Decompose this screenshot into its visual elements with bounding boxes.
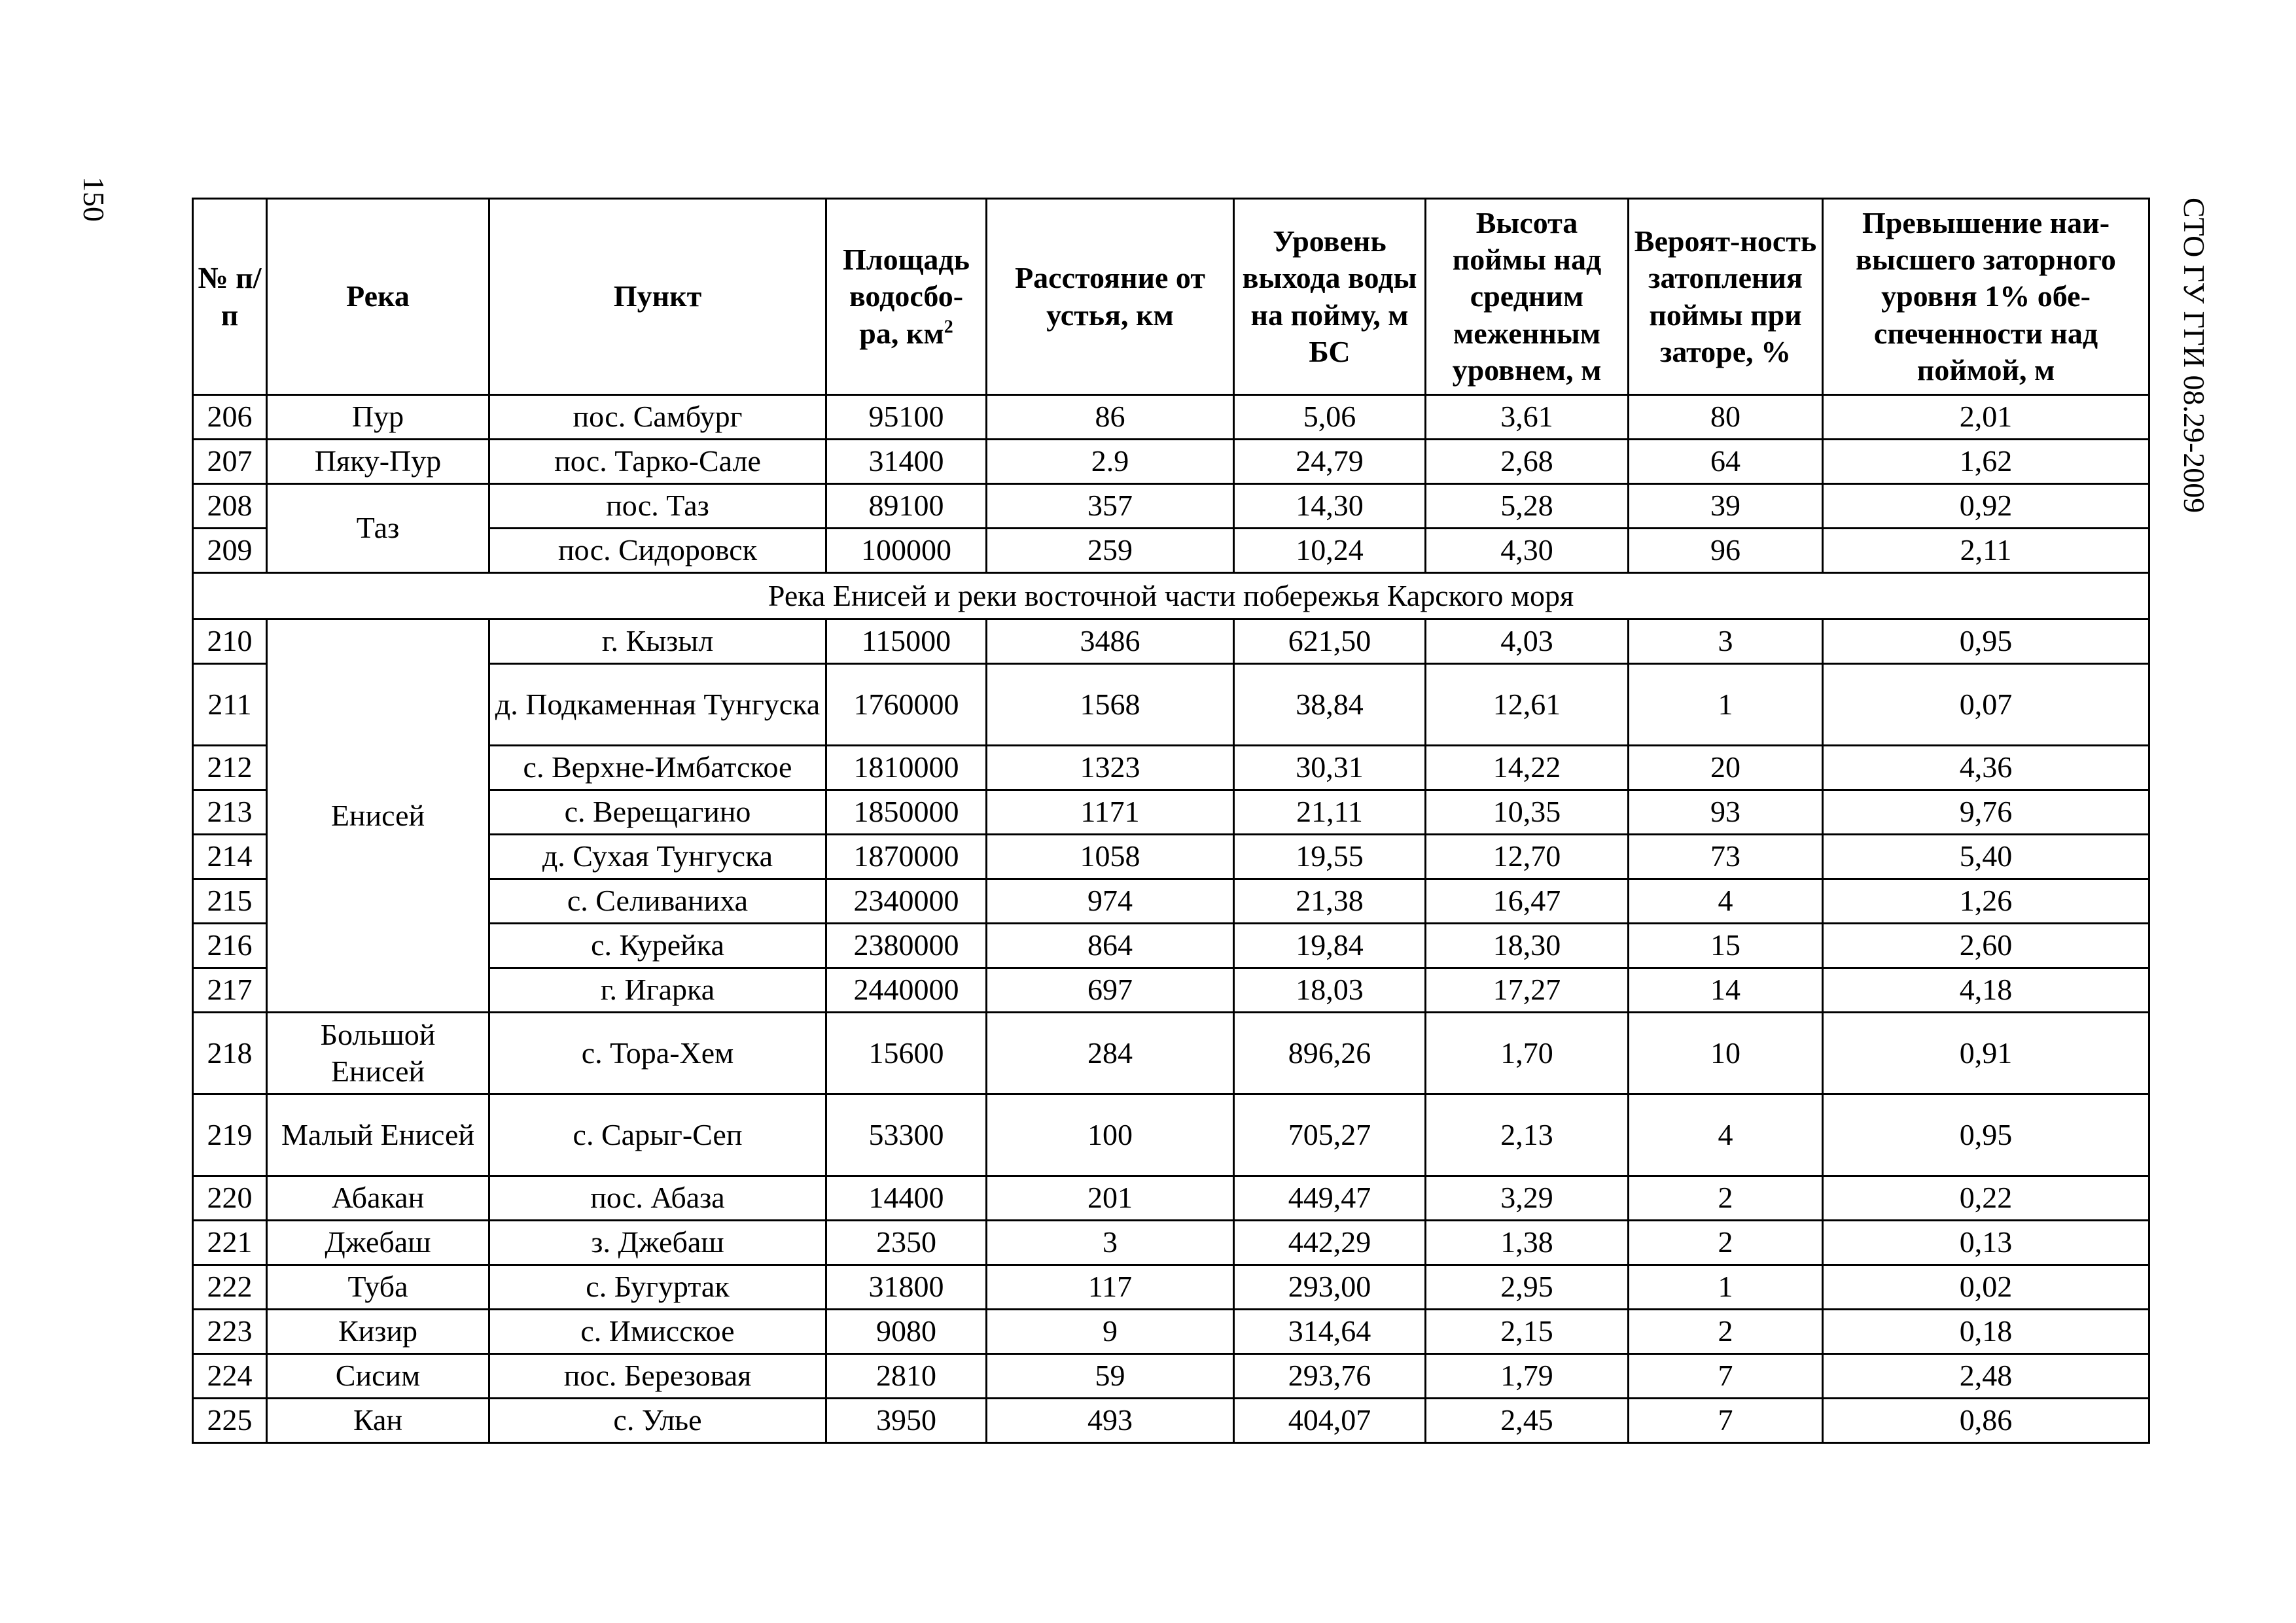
cell-distance: 1171 xyxy=(987,790,1234,835)
cell-area: 53300 xyxy=(826,1094,987,1176)
cell-probability: 4 xyxy=(1629,879,1823,924)
cell-level: 10,24 xyxy=(1234,529,1426,573)
cell-height: 2,95 xyxy=(1426,1265,1629,1310)
cell-height: 2,68 xyxy=(1426,440,1629,484)
cell-area: 2350 xyxy=(826,1221,987,1265)
cell-probability: 1 xyxy=(1629,1265,1823,1310)
cell-height: 1,38 xyxy=(1426,1221,1629,1265)
header-excess: Превышение наи-высшего заторного уровня 1% обе-спеченности над поймой, м xyxy=(1823,199,2149,395)
cell-river: Абакан xyxy=(267,1176,489,1221)
cell-point: с. Верхне-Имбатское xyxy=(489,746,826,790)
cell-probability: 7 xyxy=(1629,1354,1823,1399)
cell-distance: 2.9 xyxy=(987,440,1234,484)
header-row xyxy=(193,199,2149,395)
cell-probability: 80 xyxy=(1629,395,1823,440)
cell-no: 223 xyxy=(193,1310,267,1354)
cell-distance: 974 xyxy=(987,879,1234,924)
table-row xyxy=(193,1399,2149,1443)
cell-level: 404,07 xyxy=(1234,1399,1426,1443)
cell-area: 95100 xyxy=(826,395,987,440)
cell-no: 215 xyxy=(193,879,267,924)
cell-point: пос. Березовая xyxy=(489,1354,826,1399)
cell-point: г. Игарка xyxy=(489,968,826,1013)
cell-height: 2,45 xyxy=(1426,1399,1629,1443)
cell-excess: 9,76 xyxy=(1823,790,2149,835)
cell-excess: 0,95 xyxy=(1823,1094,2149,1176)
cell-probability: 2 xyxy=(1629,1221,1823,1265)
cell-height: 4,03 xyxy=(1426,620,1629,664)
cell-probability: 93 xyxy=(1629,790,1823,835)
cell-point: пос. Сидоровск xyxy=(489,529,826,573)
cell-distance: 864 xyxy=(987,924,1234,968)
cell-level: 19,55 xyxy=(1234,835,1426,879)
table-row xyxy=(193,1094,2149,1176)
document-code: СТО ГУ ГГИ 08.29-2009 xyxy=(2178,198,2211,514)
cell-height: 3,29 xyxy=(1426,1176,1629,1221)
cell-excess: 5,40 xyxy=(1823,835,2149,879)
cell-excess: 0,95 xyxy=(1823,620,2149,664)
header-area-superscript: 2 xyxy=(944,317,953,338)
cell-level: 293,00 xyxy=(1234,1265,1426,1310)
cell-level: 621,50 xyxy=(1234,620,1426,664)
header-level: Уровень выхода воды на пойму, м БС xyxy=(1234,199,1426,395)
cell-point: г. Кызыл xyxy=(489,620,826,664)
cell-probability: 14 xyxy=(1629,968,1823,1013)
cell-distance: 1568 xyxy=(987,664,1234,746)
cell-distance: 86 xyxy=(987,395,1234,440)
cell-no: 210 xyxy=(193,620,267,664)
cell-area: 2440000 xyxy=(826,968,987,1013)
cell-area: 31800 xyxy=(826,1265,987,1310)
cell-point: с. Бугуртак xyxy=(489,1265,826,1310)
cell-river: Пяку-Пур xyxy=(267,440,489,484)
cell-area: 2810 xyxy=(826,1354,987,1399)
cell-distance: 284 xyxy=(987,1013,1234,1094)
cell-distance: 100 xyxy=(987,1094,1234,1176)
header-point: Пункт xyxy=(489,199,826,395)
cell-no: 221 xyxy=(193,1221,267,1265)
cell-excess: 0,91 xyxy=(1823,1013,2149,1094)
cell-no: 216 xyxy=(193,924,267,968)
cell-point: д. Подкаменная Тунгуска xyxy=(489,664,826,746)
cell-distance: 59 xyxy=(987,1354,1234,1399)
cell-area: 1850000 xyxy=(826,790,987,835)
cell-area: 1810000 xyxy=(826,746,987,790)
cell-height: 18,30 xyxy=(1426,924,1629,968)
cell-river: Таз xyxy=(267,484,489,573)
table-row xyxy=(193,1310,2149,1354)
section-title: Река Енисей и реки восточной части побережья Карского моря xyxy=(193,573,2149,620)
cell-probability: 20 xyxy=(1629,746,1823,790)
cell-no: 208 xyxy=(193,484,267,529)
page-number: 150 xyxy=(77,177,111,222)
cell-level: 30,31 xyxy=(1234,746,1426,790)
cell-excess: 0,13 xyxy=(1823,1221,2149,1265)
table-row xyxy=(193,395,2149,440)
header-area xyxy=(826,199,987,395)
cell-river: Джебаш xyxy=(267,1221,489,1265)
cell-area: 100000 xyxy=(826,529,987,573)
cell-excess: 1,26 xyxy=(1823,879,2149,924)
cell-area: 14400 xyxy=(826,1176,987,1221)
cell-area: 1870000 xyxy=(826,835,987,879)
cell-height: 17,27 xyxy=(1426,968,1629,1013)
header-river: Река xyxy=(267,199,489,395)
cell-river: Кизир xyxy=(267,1310,489,1354)
cell-level: 18,03 xyxy=(1234,968,1426,1013)
table-row xyxy=(193,1176,2149,1221)
cell-river: Туба xyxy=(267,1265,489,1310)
cell-excess: 1,62 xyxy=(1823,440,2149,484)
cell-point: з. Джебаш xyxy=(489,1221,826,1265)
cell-excess: 2,60 xyxy=(1823,924,2149,968)
cell-no: 214 xyxy=(193,835,267,879)
cell-area: 2380000 xyxy=(826,924,987,968)
cell-area: 115000 xyxy=(826,620,987,664)
cell-point: с. Имисское xyxy=(489,1310,826,1354)
cell-distance: 9 xyxy=(987,1310,1234,1354)
cell-no: 224 xyxy=(193,1354,267,1399)
cell-distance: 3 xyxy=(987,1221,1234,1265)
cell-area: 9080 xyxy=(826,1310,987,1354)
cell-excess: 0,18 xyxy=(1823,1310,2149,1354)
cell-height: 14,22 xyxy=(1426,746,1629,790)
cell-level: 442,29 xyxy=(1234,1221,1426,1265)
cell-excess: 0,22 xyxy=(1823,1176,2149,1221)
cell-no: 213 xyxy=(193,790,267,835)
cell-probability: 7 xyxy=(1629,1399,1823,1443)
table-row xyxy=(193,1221,2149,1265)
cell-point: с. Улье xyxy=(489,1399,826,1443)
cell-level: 24,79 xyxy=(1234,440,1426,484)
cell-no: 207 xyxy=(193,440,267,484)
cell-level: 314,64 xyxy=(1234,1310,1426,1354)
cell-point: пос. Самбург xyxy=(489,395,826,440)
cell-distance: 1058 xyxy=(987,835,1234,879)
cell-probability: 10 xyxy=(1629,1013,1823,1094)
cell-distance: 493 xyxy=(987,1399,1234,1443)
cell-area: 2340000 xyxy=(826,879,987,924)
cell-height: 12,61 xyxy=(1426,664,1629,746)
cell-point: с. Селиваниха xyxy=(489,879,826,924)
cell-area: 1760000 xyxy=(826,664,987,746)
cell-point: с. Курейка xyxy=(489,924,826,968)
cell-probability: 64 xyxy=(1629,440,1823,484)
cell-level: 896,26 xyxy=(1234,1013,1426,1094)
cell-excess: 0,86 xyxy=(1823,1399,2149,1443)
cell-level: 14,30 xyxy=(1234,484,1426,529)
cell-point: пос. Тарко-Сале xyxy=(489,440,826,484)
cell-river: Енисей xyxy=(267,620,489,1013)
cell-no: 217 xyxy=(193,968,267,1013)
cell-excess: 4,36 xyxy=(1823,746,2149,790)
cell-level: 449,47 xyxy=(1234,1176,1426,1221)
table-row xyxy=(193,1265,2149,1310)
cell-level: 21,38 xyxy=(1234,879,1426,924)
cell-level: 705,27 xyxy=(1234,1094,1426,1176)
cell-no: 218 xyxy=(193,1013,267,1094)
cell-point: пос. Таз xyxy=(489,484,826,529)
cell-height: 3,61 xyxy=(1426,395,1629,440)
cell-probability: 4 xyxy=(1629,1094,1823,1176)
cell-height: 1,79 xyxy=(1426,1354,1629,1399)
table-row xyxy=(193,440,2149,484)
cell-distance: 357 xyxy=(987,484,1234,529)
cell-area: 15600 xyxy=(826,1013,987,1094)
cell-area: 31400 xyxy=(826,440,987,484)
cell-river: Пур xyxy=(267,395,489,440)
cell-height: 16,47 xyxy=(1426,879,1629,924)
table-row xyxy=(193,620,2149,664)
cell-excess: 0,07 xyxy=(1823,664,2149,746)
cell-level: 19,84 xyxy=(1234,924,1426,968)
cell-point: с. Тора-Хем xyxy=(489,1013,826,1094)
cell-height: 12,70 xyxy=(1426,835,1629,879)
cell-area: 89100 xyxy=(826,484,987,529)
cell-river: Большой Енисей xyxy=(267,1013,489,1094)
cell-probability: 2 xyxy=(1629,1310,1823,1354)
cell-distance: 117 xyxy=(987,1265,1234,1310)
cell-no: 211 xyxy=(193,664,267,746)
cell-height: 4,30 xyxy=(1426,529,1629,573)
cell-probability: 73 xyxy=(1629,835,1823,879)
cell-no: 212 xyxy=(193,746,267,790)
cell-level: 38,84 xyxy=(1234,664,1426,746)
header-distance: Расстояние от устья, км xyxy=(987,199,1234,395)
river-data-table xyxy=(192,198,2150,1444)
cell-excess: 2,01 xyxy=(1823,395,2149,440)
cell-point: д. Сухая Тунгуска xyxy=(489,835,826,879)
table-row xyxy=(193,484,2149,529)
cell-no: 209 xyxy=(193,529,267,573)
header-area-text: Площадь водосбо-ра, км xyxy=(842,243,970,350)
cell-excess: 2,11 xyxy=(1823,529,2149,573)
cell-distance: 1323 xyxy=(987,746,1234,790)
cell-height: 5,28 xyxy=(1426,484,1629,529)
cell-river: Кан xyxy=(267,1399,489,1443)
section-row xyxy=(193,573,2149,620)
cell-no: 206 xyxy=(193,395,267,440)
cell-probability: 2 xyxy=(1629,1176,1823,1221)
cell-distance: 201 xyxy=(987,1176,1234,1221)
cell-probability: 1 xyxy=(1629,664,1823,746)
cell-river: Малый Енисей xyxy=(267,1094,489,1176)
cell-probability: 39 xyxy=(1629,484,1823,529)
cell-point: пос. Абаза xyxy=(489,1176,826,1221)
cell-probability: 96 xyxy=(1629,529,1823,573)
cell-level: 293,76 xyxy=(1234,1354,1426,1399)
cell-level: 21,11 xyxy=(1234,790,1426,835)
cell-excess: 0,02 xyxy=(1823,1265,2149,1310)
cell-height: 10,35 xyxy=(1426,790,1629,835)
cell-excess: 2,48 xyxy=(1823,1354,2149,1399)
cell-distance: 259 xyxy=(987,529,1234,573)
cell-height: 2,15 xyxy=(1426,1310,1629,1354)
cell-probability: 15 xyxy=(1629,924,1823,968)
cell-excess: 0,92 xyxy=(1823,484,2149,529)
cell-height: 1,70 xyxy=(1426,1013,1629,1094)
cell-river: Сисим xyxy=(267,1354,489,1399)
cell-height: 2,13 xyxy=(1426,1094,1629,1176)
cell-no: 225 xyxy=(193,1399,267,1443)
cell-distance: 697 xyxy=(987,968,1234,1013)
header-probability: Вероят-ность затопления поймы при заторе, % xyxy=(1629,199,1823,395)
cell-distance: 3486 xyxy=(987,620,1234,664)
table-row xyxy=(193,1354,2149,1399)
table-row xyxy=(193,1013,2149,1094)
cell-point: с. Верещагино xyxy=(489,790,826,835)
cell-probability: 3 xyxy=(1629,620,1823,664)
header-no: № п/п xyxy=(193,199,267,395)
cell-no: 222 xyxy=(193,1265,267,1310)
cell-level: 5,06 xyxy=(1234,395,1426,440)
cell-excess: 4,18 xyxy=(1823,968,2149,1013)
cell-no: 220 xyxy=(193,1176,267,1221)
cell-area: 3950 xyxy=(826,1399,987,1443)
header-height: Высота поймы над средним меженным уровнем, м xyxy=(1426,199,1629,395)
cell-no: 219 xyxy=(193,1094,267,1176)
cell-point: с. Сарыг-Сеп xyxy=(489,1094,826,1176)
